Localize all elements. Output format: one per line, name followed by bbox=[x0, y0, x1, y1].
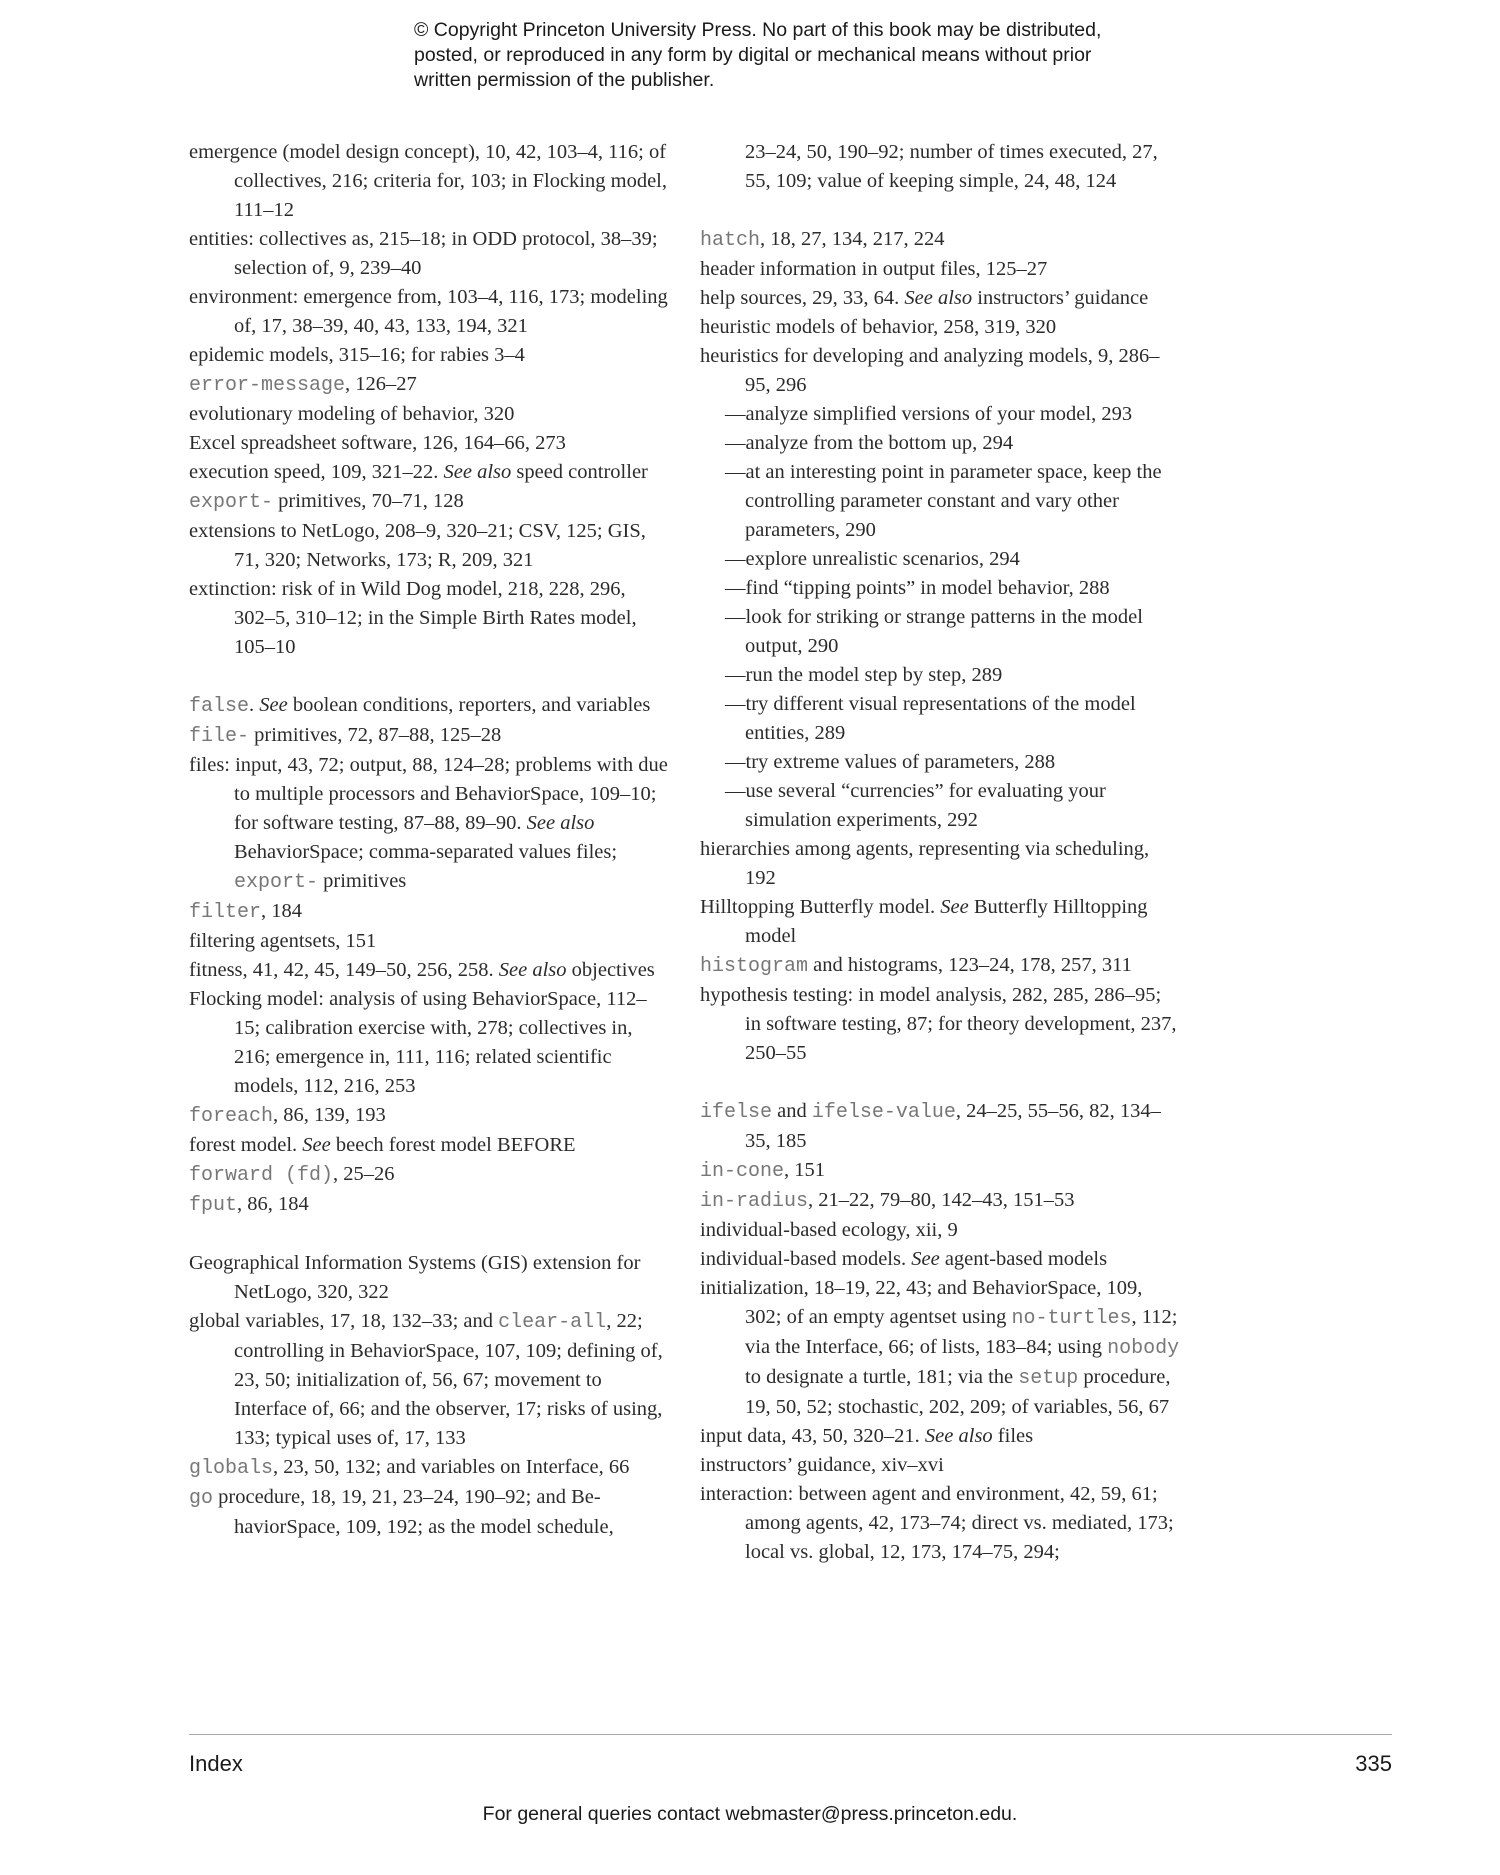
entry-text: filtering agentsets, 151 bbox=[189, 930, 377, 952]
index-subentry bbox=[700, 545, 1180, 574]
entry-text: beech forest model BEFORE bbox=[330, 1134, 576, 1156]
entry-text: interaction: between agent and environment, 42, 59, 61; among agents, 42, 173–74; direct vs. mediated, 173; local vs. global, 12, 173, 174–75, 294; bbox=[700, 1483, 1174, 1563]
code-term: setup bbox=[1018, 1367, 1079, 1390]
code-term: ifelse-value bbox=[811, 1101, 956, 1124]
index-entry bbox=[700, 893, 1180, 951]
index-entry bbox=[189, 370, 669, 400]
entry-text: hypothesis testing: in model analysis, 282, 285, 286–95; in software testing, 87; for theory development, 237, 250–55 bbox=[700, 984, 1177, 1064]
entry-text: input data, 43, 50, 320–21. bbox=[700, 1425, 925, 1447]
entry-text: instructors’ guidance, xiv–xvi bbox=[700, 1454, 944, 1476]
entry-text: individual-based ecology, xii, 9 bbox=[700, 1219, 958, 1241]
cross-reference: See bbox=[302, 1134, 331, 1156]
index-entry bbox=[189, 956, 669, 985]
index-subentry bbox=[700, 603, 1180, 661]
entry-text: procedure, 19, 50, 52; stochastic, 202, 209; of variables, 56, 67 bbox=[745, 1366, 1171, 1418]
index-entry bbox=[700, 1156, 1180, 1186]
entry-text: —analyze from the bottom up, 294 bbox=[725, 432, 1014, 454]
index-entry bbox=[189, 1249, 669, 1307]
entry-text: extinction: risk of in Wild Dog model, 218, 228, 296, 302–5, 310–12; in the Simple Birth Rates model, 105–10 bbox=[189, 578, 637, 658]
entry-text: , 112; via the Interface, 66; of lists, 183–84; using bbox=[745, 1306, 1178, 1358]
entry-text: —use several “currencies” for evaluating your simulation experiments, 292 bbox=[725, 780, 1106, 831]
entry-text: , 151 bbox=[784, 1159, 826, 1181]
index-entry bbox=[189, 897, 669, 927]
entry-text: forest model. bbox=[189, 1134, 303, 1156]
entry-text: primitives bbox=[318, 870, 407, 892]
index-entry bbox=[700, 1245, 1180, 1274]
cross-reference: See also bbox=[924, 1425, 993, 1447]
cross-reference: See bbox=[259, 694, 288, 716]
entry-text: initialization, 18–19, 22, 43; and BehaviorSpace, 109, 302; of an empty agentset using bbox=[700, 1277, 1143, 1328]
index-entry bbox=[189, 575, 669, 662]
entry-text: —try extreme values of parameters, 288 bbox=[725, 751, 1056, 773]
entry-text: emergence (model design concept), 10, 42, 103–4, 116; of collectives, 216; criteria for, 103; in Flocking model, 111–12 bbox=[189, 141, 667, 221]
code-term: filter bbox=[189, 901, 262, 924]
entry-text: , 25–26 bbox=[333, 1163, 395, 1185]
code-term: in-cone bbox=[700, 1160, 785, 1183]
index-subentry bbox=[700, 661, 1180, 690]
entry-text: objectives bbox=[566, 959, 655, 981]
entry-text: Hilltopping Butterfly model. bbox=[700, 896, 941, 918]
entry-text: —try different visual representations of the model entities, 289 bbox=[725, 693, 1136, 744]
index-subentry bbox=[700, 777, 1180, 835]
cross-reference: See also bbox=[526, 812, 595, 834]
index-entry bbox=[189, 1483, 669, 1542]
index-entry bbox=[700, 1451, 1180, 1480]
entry-text: procedure, 18, 19, 21, 23–24, 190–92; and BehaviorSpace, 109, 192; as the model schedule, bbox=[213, 1486, 614, 1538]
index-subentry bbox=[700, 429, 1180, 458]
entry-text: , 21–22, 79–80, 142–43, 151–53 bbox=[808, 1189, 1075, 1211]
entry-text: global variables, 17, 18, 132–33; and bbox=[189, 1310, 499, 1332]
code-term: export- bbox=[189, 491, 274, 514]
index-entry bbox=[189, 458, 669, 487]
entry-text: —at an interesting point in parameter space, keep the controlling parameter constant and vary other parameters, 290 bbox=[725, 461, 1162, 541]
entry-text: extensions to NetLogo, 208–9, 320–21; CSV, 125; GIS, 71, 320; Networks, 173; R, 209, 321 bbox=[189, 520, 646, 571]
code-term: no-turtles bbox=[1011, 1307, 1132, 1330]
index-entry bbox=[189, 341, 669, 370]
entry-text: —analyze simplified versions of your model, 293 bbox=[725, 403, 1133, 425]
index-entry bbox=[700, 284, 1180, 313]
code-term: in-radius bbox=[700, 1190, 809, 1213]
index-entry bbox=[700, 981, 1180, 1068]
index-entry bbox=[700, 313, 1180, 342]
letter-group-gap bbox=[700, 196, 1180, 225]
entry-text: help sources, 29, 33, 64. bbox=[700, 287, 905, 309]
index-entry bbox=[189, 1101, 669, 1131]
index-entry bbox=[189, 1453, 669, 1483]
index-entry bbox=[189, 985, 669, 1101]
entry-text: , 18, 27, 134, 217, 224 bbox=[760, 228, 945, 250]
entry-text: —explore unrealistic scenarios, 294 bbox=[725, 548, 1020, 570]
index-entry bbox=[189, 927, 669, 956]
footer-divider bbox=[189, 1734, 1392, 1735]
index-entry bbox=[700, 138, 1180, 196]
entry-text: epidemic models, 315–16; for rabies 3–4 bbox=[189, 344, 525, 366]
entry-text: , 126–27 bbox=[345, 373, 417, 395]
index-entry bbox=[189, 283, 669, 341]
entry-text: entities: collectives as, 215–18; in ODD protocol, 38–39; selection of, 9, 239–40 bbox=[189, 228, 658, 279]
cross-reference: See also bbox=[443, 461, 512, 483]
letter-group-gap bbox=[189, 662, 669, 691]
entry-text: BehaviorSpace; comma-separated values files; bbox=[234, 841, 618, 863]
cross-reference: See bbox=[911, 1248, 940, 1270]
contact-line: For general queries contact webmaster@press.princeton.edu. bbox=[482, 1803, 1018, 1825]
entry-text: —run the model step by step, 289 bbox=[725, 664, 1003, 686]
page-number: 335 bbox=[1355, 1751, 1392, 1776]
entry-text: heuristics for developing and analyzing models, 9, 286–95, 296 bbox=[700, 345, 1160, 396]
entry-text: , 184 bbox=[261, 900, 303, 922]
entry-text: Geographical Information Systems (GIS) extension for NetLogo, 320, 322 bbox=[189, 1252, 641, 1303]
index-entry bbox=[189, 721, 669, 751]
entry-text: —look for striking or strange patterns in the model output, 290 bbox=[725, 606, 1143, 657]
index-entry bbox=[189, 691, 669, 721]
index-column-left bbox=[189, 138, 669, 1542]
code-term: error-message bbox=[189, 374, 346, 397]
index-entry bbox=[189, 487, 669, 517]
entry-text: —find “tipping points” in model behavior, 288 bbox=[725, 577, 1110, 599]
letter-group-gap bbox=[700, 1068, 1180, 1097]
entry-text: header information in output files, 125–27 bbox=[700, 258, 1048, 280]
entry-text: , 86, 184 bbox=[237, 1193, 309, 1215]
entry-text: , 24–25, 55–56, 82, 134–35, 185 bbox=[745, 1100, 1161, 1152]
index-subentry bbox=[700, 400, 1180, 429]
index-entry bbox=[189, 138, 669, 225]
code-term: clear-all bbox=[498, 1311, 607, 1334]
index-entry bbox=[700, 1216, 1180, 1245]
entry-text: to designate a turtle, 181; via the bbox=[745, 1366, 1019, 1388]
index-entry bbox=[189, 1131, 669, 1160]
entry-text: Flocking model: analysis of using BehaviorSpace, 112–15; calibration exercise with, 278; collectives in, 216; emergence in, 111, 116; related scientific models, 112, 216, 253 bbox=[189, 988, 647, 1097]
index-entry bbox=[189, 1160, 669, 1190]
index-entry bbox=[189, 225, 669, 283]
entry-text: Excel spreadsheet software, 126, 164–66, 273 bbox=[189, 432, 566, 454]
entry-text: Butterfly Hilltopping model bbox=[745, 896, 1148, 947]
entry-text: individual-based models. bbox=[700, 1248, 912, 1270]
index-entry bbox=[189, 400, 669, 429]
index-entry bbox=[189, 517, 669, 575]
entry-text: files bbox=[992, 1425, 1034, 1447]
entry-text: environment: emergence from, 103–4, 116, 173; modeling of, 17, 38–39, 40, 43, 133, 194, 321 bbox=[189, 286, 668, 337]
entry-text: 23–24, 50, 190–92; number of times executed, 27, 55, 109; value of keeping simple, 24, 48, 124 bbox=[745, 141, 1158, 192]
code-term: foreach bbox=[189, 1105, 274, 1128]
index-entry bbox=[700, 951, 1180, 981]
index-entry bbox=[189, 751, 669, 897]
code-term: fput bbox=[189, 1194, 238, 1217]
code-term: globals bbox=[189, 1457, 274, 1480]
code-term: nobody bbox=[1107, 1337, 1180, 1360]
index-entry bbox=[189, 1190, 669, 1220]
cross-reference: See bbox=[940, 896, 969, 918]
cross-reference: See also bbox=[904, 287, 973, 309]
index-entry bbox=[700, 255, 1180, 284]
code-term: false bbox=[189, 695, 250, 718]
code-term: file- bbox=[189, 725, 250, 748]
index-entry bbox=[189, 1307, 669, 1453]
entry-text: agent-based models bbox=[939, 1248, 1108, 1270]
index-entry bbox=[700, 225, 1180, 255]
entry-text: . bbox=[249, 694, 260, 716]
code-term: ifelse bbox=[700, 1101, 773, 1124]
entry-text: fitness, 41, 42, 45, 149–50, 256, 258. bbox=[189, 959, 499, 981]
index-entry bbox=[700, 1480, 1180, 1567]
entry-text: boolean conditions, reporters, and variables bbox=[287, 694, 651, 716]
letter-group-gap bbox=[189, 1220, 669, 1249]
entry-text: heuristic models of behavior, 258, 319, 320 bbox=[700, 316, 1057, 338]
index-entry bbox=[700, 1422, 1180, 1451]
entry-text: primitives, 70–71, 128 bbox=[273, 490, 464, 512]
entry-text: primitives, 72, 87–88, 125–28 bbox=[249, 724, 502, 746]
index-entry bbox=[700, 1274, 1180, 1422]
index-entry bbox=[189, 429, 669, 458]
index-subentry bbox=[700, 458, 1180, 545]
entry-text: instructors’ guidance bbox=[972, 287, 1149, 309]
index-subentry bbox=[700, 690, 1180, 748]
entry-text: , 86, 139, 193 bbox=[273, 1104, 386, 1126]
entry-text: and bbox=[772, 1100, 812, 1122]
index-entry bbox=[700, 1186, 1180, 1216]
code-term: hatch bbox=[700, 229, 761, 252]
code-term: forward (fd) bbox=[189, 1164, 334, 1187]
code-term: histogram bbox=[700, 955, 809, 978]
index-subentry bbox=[700, 748, 1180, 777]
code-term: go bbox=[189, 1487, 214, 1510]
entry-text: and histograms, 123–24, 178, 257, 311 bbox=[808, 954, 1132, 976]
code-term: export- bbox=[234, 871, 319, 894]
entry-text: hierarchies among agents, representing via scheduling, 192 bbox=[700, 838, 1150, 889]
index-entry bbox=[700, 835, 1180, 893]
index-column-right bbox=[700, 138, 1180, 1567]
entry-text: execution speed, 109, 321–22. bbox=[189, 461, 444, 483]
index-entry bbox=[700, 1097, 1180, 1156]
entry-text: , 23, 50, 132; and variables on Interface, 66 bbox=[273, 1456, 630, 1478]
running-footer-label: Index bbox=[189, 1751, 243, 1776]
entry-text: files: input, 43, 72; output, 88, 124–28; problems with due to multiple processors and BehaviorSpace, 109–10; for software testing, 87–88, 89–90. bbox=[189, 754, 668, 834]
cross-reference: See also bbox=[498, 959, 567, 981]
index-subentry bbox=[700, 574, 1180, 603]
entry-text: , 22; controlling in BehaviorSpace, 107, 109; defining of, 23, 50; initialization of, 56, 67; movement to Interface of, 66; and the observer, 17; risks of using, 133; typical uses of, 17, 133 bbox=[234, 1310, 663, 1449]
entry-text: evolutionary modeling of behavior, 320 bbox=[189, 403, 515, 425]
index-entry bbox=[700, 342, 1180, 400]
copyright-notice: © Copyright Princeton University Press. No part of this book may be distributed, posted, or reproduced in any form by digital or mechanical means without prior written permission of the publisher. bbox=[414, 19, 1102, 91]
entry-text: speed controller bbox=[511, 461, 648, 483]
